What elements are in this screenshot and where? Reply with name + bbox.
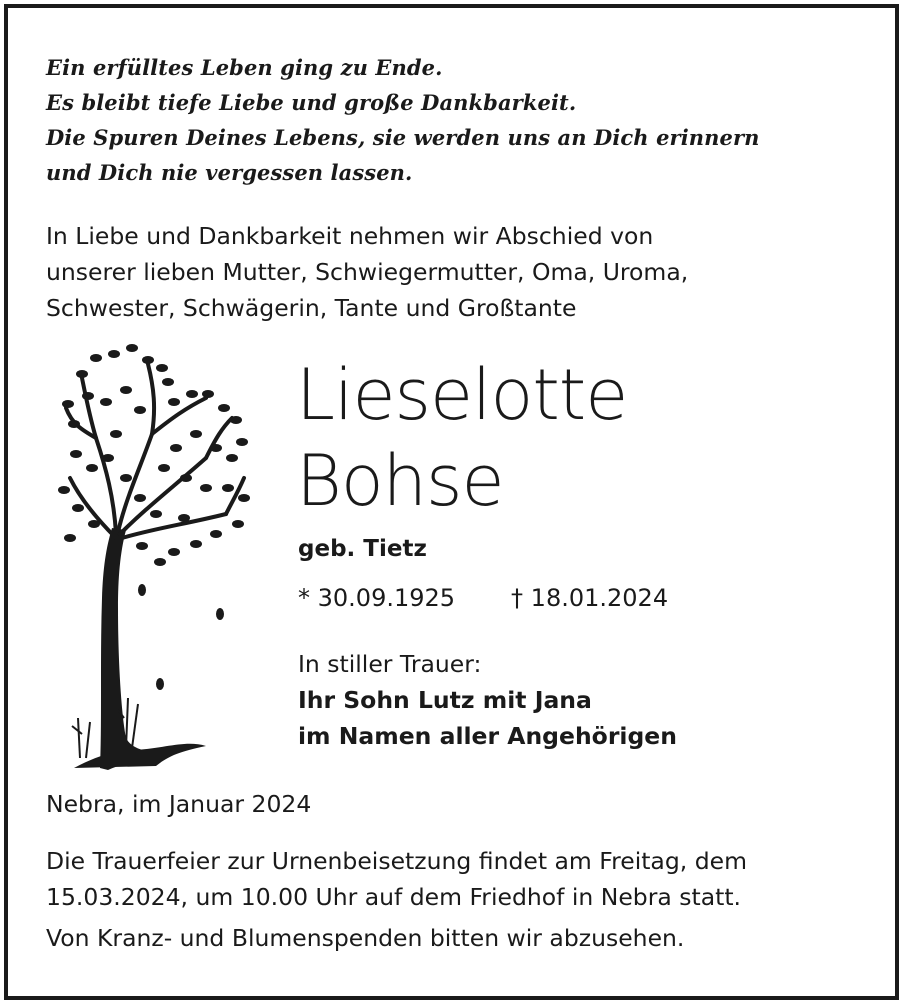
last-name: Bohse (296, 440, 504, 522)
flowers-note: Von Kranz- und Blumenspenden bitten wir abzusehen. (46, 924, 685, 952)
life-dates (298, 584, 668, 612)
intro-line: unserer lieben Mutter, Schwiegermutter, Oma, Uroma, (46, 258, 689, 286)
birth-date: * 30.09.1925 (298, 584, 456, 612)
motto-line: Ein erfülltes Leben ging zu Ende. (46, 55, 443, 80)
funeral-line: Die Trauerfeier zur Urnenbeisetzung findet am Freitag, dem (46, 847, 747, 875)
tree-silhouette-icon (56, 338, 252, 778)
mourners-line: im Namen aller Angehörigen (298, 722, 677, 750)
farewell-intro (46, 218, 688, 326)
mourners-line: Ihr Sohn Lutz mit Jana (298, 686, 592, 714)
motto-verse (46, 50, 760, 190)
mourners-intro: In stiller Trauer: (298, 650, 482, 678)
birth-name: geb. Tietz (298, 536, 427, 562)
place-date: Nebra, im Januar 2024 (46, 790, 312, 818)
intro-line: In Liebe und Dankbarkeit nehmen wir Abschied von (46, 222, 654, 250)
motto-line: Die Spuren Deines Lebens, sie werden uns an Dich erinnern (46, 125, 760, 150)
intro-line: Schwester, Schwägerin, Tante und Großtante (46, 294, 577, 322)
motto-line: Es bleibt tiefe Liebe und große Dankbarkeit. (46, 90, 577, 115)
motto-line: und Dich nie vergessen lassen. (46, 160, 413, 185)
funeral-info (46, 843, 747, 915)
deceased-name (296, 352, 627, 524)
mourners-block (298, 646, 677, 754)
death-date: † 18.01.2024 (511, 584, 669, 612)
funeral-line: 15.03.2024, um 10.00 Uhr auf dem Friedhof in Nebra statt. (46, 883, 742, 911)
first-name: Lieselotte (296, 354, 628, 436)
